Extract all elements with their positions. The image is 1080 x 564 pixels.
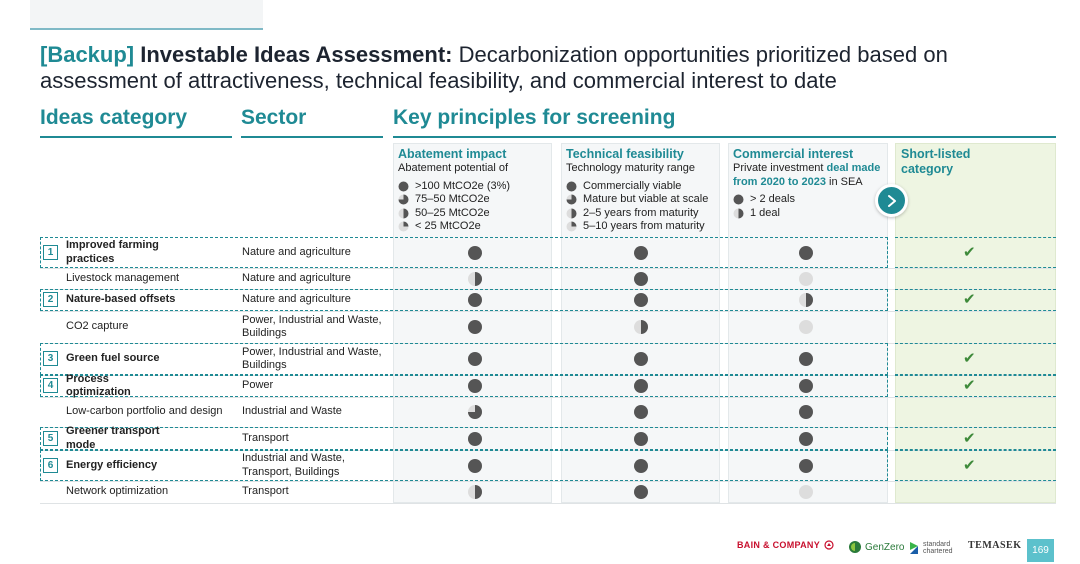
- row-number-badge: 5: [43, 431, 58, 446]
- commercial-rating-circle: [798, 431, 814, 452]
- legend-item: > 2 deals: [733, 193, 885, 207]
- sector-label: Transport: [242, 431, 289, 444]
- sector-label: Transport: [242, 485, 289, 497]
- legend-item: >100 MtCO2e (3%): [398, 180, 548, 194]
- commercial-rating-circle: [798, 458, 814, 479]
- technical-header: Technical feasibility Technology maturity range Commercially viable Mature but viable at scale 2–5 years from maturity 5–10 years from maturity: [566, 147, 718, 234]
- technical-rating-circle: [633, 458, 649, 479]
- legend-item: 2–5 years from maturity: [566, 207, 718, 221]
- shortlisted-check-icon: ✔: [963, 456, 976, 474]
- commercial-rating-circle: [798, 319, 814, 340]
- category-label: Green fuel source: [66, 352, 160, 364]
- technical-rating-circle: [633, 378, 649, 399]
- category-label: Process optimization: [66, 372, 131, 398]
- technical-rating-circle: [633, 484, 649, 505]
- chevron-right-icon: [886, 194, 898, 208]
- legend-item: 5–10 years from maturity: [566, 220, 718, 234]
- half-circle-icon: [398, 208, 409, 219]
- technical-rating-circle: [633, 319, 649, 340]
- bain-logo: BAIN & COMPANY: [737, 540, 834, 550]
- commercial-rating-circle: [798, 378, 814, 399]
- sector-label: Power, Industrial and Waste, Buildings: [242, 313, 382, 339]
- row-number-badge: 6: [43, 458, 58, 473]
- standard-chartered-logo: standard chartered: [908, 540, 953, 556]
- top-tab: [30, 0, 263, 30]
- legend-item: < 25 MtCO2e: [398, 220, 548, 234]
- abatement-rating-circle: [467, 484, 483, 505]
- row-divider: [40, 481, 1056, 482]
- full-circle-icon: [733, 194, 744, 205]
- abatement-rating-circle: [467, 351, 483, 372]
- abatement-rating-circle: [467, 319, 483, 340]
- commercial-rating-circle: [798, 351, 814, 372]
- shortlisted-header: Short-listed category: [901, 147, 971, 176]
- page-title: [Backup] Investable Ideas Assessment: Decarbonization opportunities prioritized based on assessment of attractiveness, technical feasibility, and commercial interest to date: [40, 42, 948, 93]
- shortlisted-check-icon: ✔: [963, 350, 976, 367]
- three-quarter-circle-icon: [566, 194, 577, 205]
- technical-rating-circle: [633, 292, 649, 313]
- page-number: 169: [1027, 539, 1054, 562]
- category-label: Improved farming practices: [66, 239, 159, 265]
- abatement-rating-circle: [467, 245, 483, 266]
- category-label: Low-carbon portfolio and design: [66, 405, 223, 417]
- half-circle-icon: [733, 208, 744, 219]
- quarter-circle-icon: [398, 221, 409, 232]
- legend-item: 1 deal: [733, 207, 885, 221]
- header-sector: Sector: [241, 106, 383, 138]
- sector-label: Nature and agriculture: [242, 245, 351, 258]
- sector-label: Power, Industrial and Waste, Buildings: [242, 345, 382, 371]
- header-key-principles: Key principles for screening: [393, 106, 1056, 138]
- row-divider: [40, 268, 1056, 269]
- shortlisted-check-icon: ✔: [963, 243, 976, 261]
- category-label: Nature-based offsets: [66, 293, 176, 305]
- sector-label: Nature and agriculture: [242, 271, 351, 284]
- half-circle-icon: [566, 208, 577, 219]
- category-label: Livestock management: [66, 271, 180, 284]
- category-label: CO2 capture: [66, 320, 129, 332]
- row-number-badge: 1: [43, 245, 58, 260]
- next-arrow-button[interactable]: [875, 184, 908, 217]
- technical-rating-circle: [633, 351, 649, 372]
- legend-item: 50–25 MtCO2e: [398, 207, 548, 221]
- abatement-rating-circle: [467, 431, 483, 452]
- quarter-circle-icon: [566, 221, 577, 232]
- row-divider: [40, 311, 1056, 312]
- genzero-logo: GenZero: [848, 540, 904, 554]
- commercial-rating-circle: [798, 484, 814, 505]
- row-number-badge: 3: [43, 351, 58, 366]
- shortlisted-check-icon: ✔: [963, 429, 976, 447]
- row-divider: [40, 397, 1056, 398]
- technical-rating-circle: [633, 431, 649, 452]
- temasek-logo: TEMASEK: [968, 540, 1022, 551]
- abatement-rating-circle: [467, 378, 483, 399]
- row-number-badge: 4: [43, 378, 58, 393]
- category-label: Energy efficiency: [66, 458, 158, 471]
- commercial-header: Commercial interest Private investment deal made from 2020 to 2023 in SEA > 2 deals 1 deal: [733, 147, 885, 220]
- row-number-badge: 2: [43, 292, 58, 307]
- sector-label: Industrial and Waste: [242, 405, 342, 417]
- legend-item: 75–50 MtCO2e: [398, 193, 548, 207]
- abatement-header: Abatement impact Abatement potential of >100 MtCO2e (3%) 75–50 MtCO2e 50–25 MtCO2e < 25 MtCO2e: [398, 147, 548, 234]
- legend-item: Commercially viable: [566, 180, 718, 194]
- sector-label: Industrial and Waste, Transport, Buildings: [242, 452, 345, 478]
- commercial-rating-circle: [798, 292, 814, 313]
- full-circle-icon: [566, 181, 577, 192]
- genzero-mark-icon: [848, 540, 862, 554]
- category-label: Network optimization: [66, 485, 169, 497]
- sector-label: Power: [242, 379, 274, 391]
- abatement-rating-circle: [467, 292, 483, 313]
- legend-item: Mature but viable at scale: [566, 193, 718, 207]
- row-divider: [40, 503, 1056, 504]
- abatement-rating-circle: [467, 404, 483, 425]
- technical-rating-circle: [633, 245, 649, 266]
- commercial-rating-circle: [798, 404, 814, 425]
- technical-rating-circle: [633, 404, 649, 425]
- standard-chartered-mark-icon: [908, 540, 920, 556]
- bain-mark-icon: [824, 540, 834, 550]
- header-ideas-category: Ideas category: [40, 106, 232, 138]
- shortlisted-check-icon: ✔: [963, 377, 976, 394]
- shortlisted-check-icon: ✔: [963, 291, 976, 308]
- full-circle-icon: [398, 181, 409, 192]
- category-label: Greener transport mode: [66, 425, 160, 451]
- three-quarter-circle-icon: [398, 194, 409, 205]
- sector-label: Nature and agriculture: [242, 293, 351, 305]
- commercial-rating-circle: [798, 245, 814, 266]
- abatement-rating-circle: [467, 458, 483, 479]
